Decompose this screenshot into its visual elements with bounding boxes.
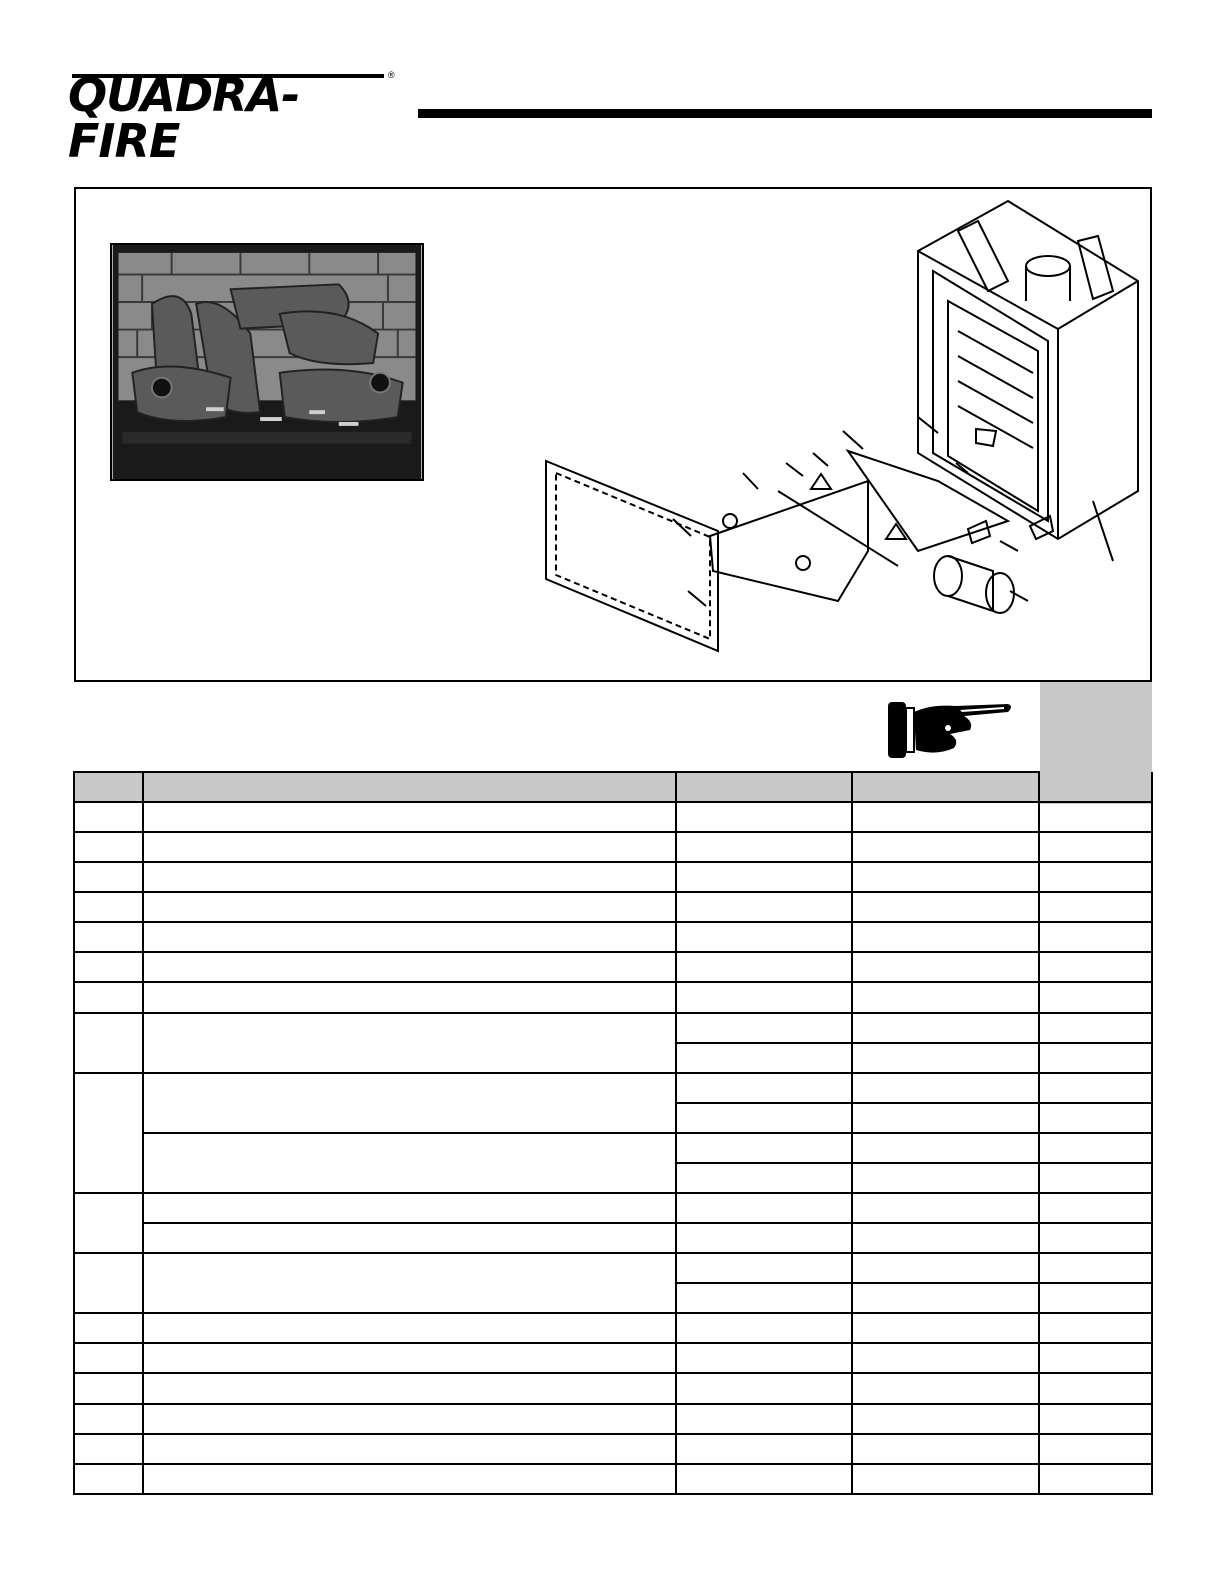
table-row xyxy=(74,1013,1152,1043)
pointing-hand-icon xyxy=(886,694,1016,764)
table-row xyxy=(74,1133,1152,1163)
table-row xyxy=(74,1253,1152,1283)
header-cell-part-a xyxy=(676,772,853,802)
fireplace-photo xyxy=(110,243,424,481)
table-row xyxy=(74,832,1152,862)
header-rule xyxy=(418,109,1152,118)
table-header-row xyxy=(74,772,1152,802)
table-row xyxy=(74,1313,1152,1343)
brand-name: QUADRA-FIRE xyxy=(68,68,300,168)
table-row xyxy=(74,1073,1152,1103)
table-row xyxy=(74,1193,1152,1223)
table-row xyxy=(74,1373,1152,1403)
header-cell-item xyxy=(74,772,143,802)
table-row xyxy=(74,1223,1152,1253)
table-row xyxy=(74,802,1152,832)
parts-table xyxy=(73,771,1153,1495)
table-row xyxy=(74,1434,1152,1464)
table-row xyxy=(74,1343,1152,1373)
table-row xyxy=(74,982,1152,1012)
table-row xyxy=(74,1404,1152,1434)
brand-logo xyxy=(68,68,398,168)
header-cell-part-b xyxy=(852,772,1039,802)
table-row xyxy=(74,922,1152,952)
table-row xyxy=(74,1464,1152,1494)
exploded-parts-diagram xyxy=(538,191,1150,679)
illustration-frame xyxy=(74,187,1152,682)
table-row xyxy=(74,952,1152,982)
header-cell-description xyxy=(143,772,676,802)
table-row xyxy=(74,862,1152,892)
registered-mark: ® xyxy=(388,70,395,80)
header-cell-extra xyxy=(1039,772,1152,802)
table-row xyxy=(74,892,1152,922)
